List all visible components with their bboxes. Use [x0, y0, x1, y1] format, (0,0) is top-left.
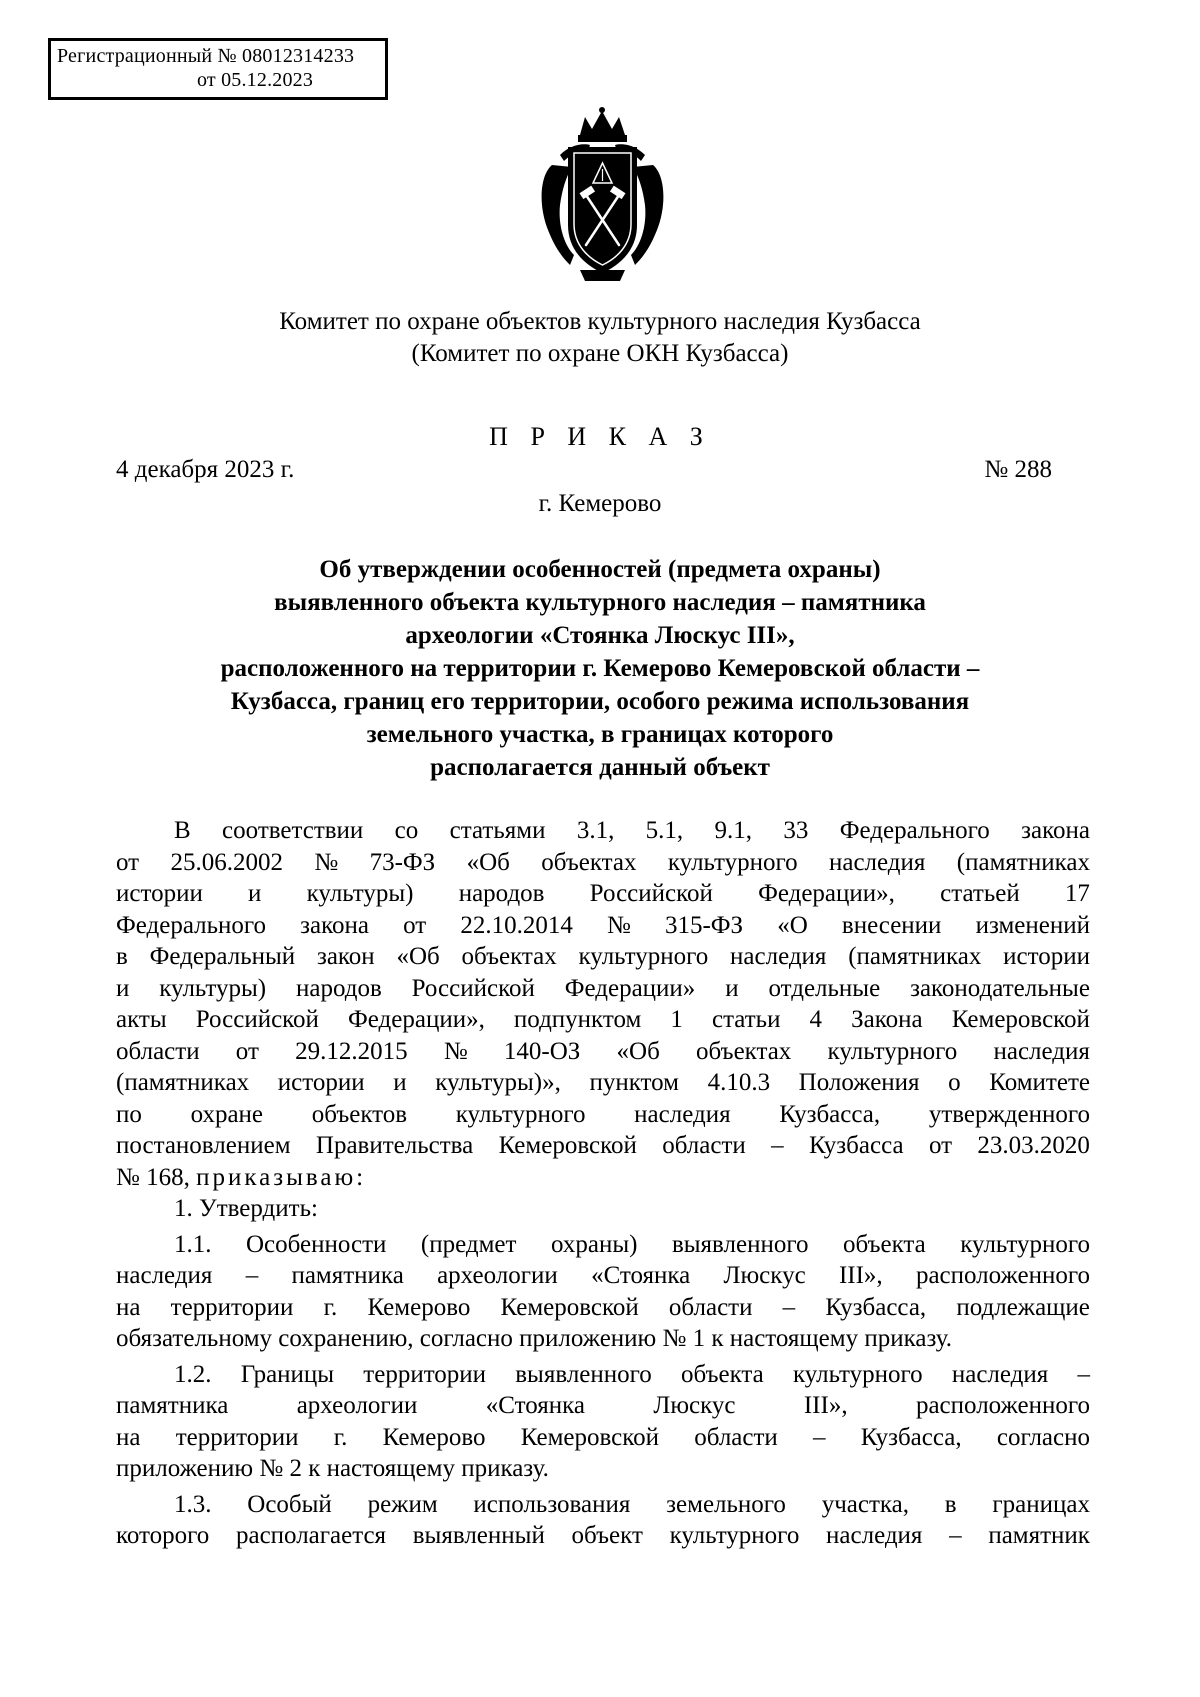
word: – [949, 1522, 962, 1549]
word: от [928, 1132, 953, 1159]
text-line [116, 1004, 1090, 1036]
word: области [668, 1293, 753, 1321]
word: 73-ФЗ [369, 848, 436, 876]
word: и [116, 974, 130, 1002]
document-body [116, 815, 1090, 1552]
word: территории [175, 1423, 299, 1451]
word: – [1077, 1360, 1090, 1388]
word: Кемеровской [500, 1293, 639, 1321]
word: Комитете [989, 1069, 1090, 1096]
word: «Об [466, 848, 510, 876]
item-1-1-paragraph [116, 1229, 1090, 1324]
coat-of-arms-emblem-icon [530, 105, 675, 285]
word: использования [473, 1490, 631, 1518]
word: от [116, 848, 140, 876]
word: Кемеровской [951, 1006, 1090, 1033]
word: «Об [616, 1037, 660, 1065]
word: № [314, 848, 339, 876]
organization-name: Комитет по охране объектов культурного наследия Кузбасса [279, 308, 921, 335]
word: – [245, 1262, 259, 1289]
word: от [235, 1037, 259, 1065]
word: объект [571, 1522, 643, 1549]
word: в [944, 1490, 957, 1518]
word: и [248, 880, 262, 907]
word: подлежащие [956, 1293, 1090, 1321]
word: культурного [455, 1100, 586, 1128]
word: истории [277, 1069, 365, 1096]
word: о [948, 1069, 961, 1096]
text-line [116, 1229, 1090, 1261]
word: наследия [634, 1100, 731, 1128]
word: 4 [809, 1006, 823, 1033]
word: режим [367, 1490, 438, 1518]
word: Кузбасса [808, 1132, 904, 1159]
word: 17 [1064, 880, 1090, 907]
word: охраны) [550, 1230, 638, 1258]
title-line: археологии «Стоянка Люскус III», [405, 622, 795, 649]
word: территории [170, 1293, 294, 1321]
word: согласно [996, 1423, 1090, 1451]
word: 22.10.2014 [460, 911, 573, 939]
text-line [116, 941, 1090, 973]
word: памятник [988, 1522, 1090, 1549]
word: культурного [792, 1360, 923, 1388]
word: (предмет [420, 1230, 517, 1258]
word: культуры) [159, 974, 267, 1002]
word: Федерации» [564, 974, 696, 1002]
word: Федеральный [149, 943, 296, 970]
text-line [116, 847, 1090, 879]
word: и [725, 974, 739, 1002]
word: законодательные [910, 974, 1090, 1002]
title-line: располагается данный объект [430, 754, 770, 781]
preamble-last-line [116, 1162, 1090, 1194]
word: археологии [437, 1262, 558, 1289]
word: Российской [589, 880, 713, 907]
organization-short-name: (Комитет по охране ОКН Кузбасса) [411, 340, 789, 367]
text-line [116, 910, 1090, 942]
word: 5.1, [645, 817, 684, 844]
word: статьями [449, 817, 546, 844]
text-line [116, 1390, 1090, 1422]
text-line [116, 1130, 1090, 1162]
word: культурного [669, 1522, 800, 1549]
word: Российской [195, 1006, 319, 1033]
order-word: приказываю: [196, 1163, 367, 1191]
word: постановлением [116, 1132, 291, 1159]
word: подпунктом [513, 1006, 642, 1033]
word: отдельные [768, 974, 881, 1002]
text-line [116, 1422, 1090, 1454]
word: статьей [940, 880, 1020, 907]
word: памятника [116, 1392, 229, 1419]
word: на [116, 1293, 141, 1321]
word: пунктом [589, 1069, 679, 1096]
word: 1.2. [174, 1360, 212, 1388]
word: культуры)», [435, 1069, 561, 1096]
word: г. [323, 1293, 338, 1321]
word: г. [333, 1423, 348, 1451]
word: области [694, 1423, 778, 1451]
word: истории [1003, 943, 1090, 970]
word: выявленного [515, 1360, 652, 1388]
word: со [394, 817, 419, 844]
word: № [443, 1037, 468, 1065]
word: охране [190, 1100, 264, 1128]
word: которого [116, 1522, 210, 1549]
word: по [116, 1100, 142, 1128]
word: – [771, 1132, 784, 1159]
word: Положения [798, 1069, 920, 1096]
word: – [813, 1423, 826, 1451]
word: 25.06.2002 [170, 848, 283, 876]
document-type: П Р И К А З [489, 422, 711, 451]
word: (памятниках [848, 943, 982, 970]
word: культуры) [306, 880, 414, 907]
item-1-1-last-line: обязательному сохранению, согласно приложению № 1 к настоящему приказу. [116, 1325, 953, 1352]
word: В [174, 817, 191, 844]
word: памятника [291, 1262, 404, 1289]
word: от [403, 911, 427, 939]
word: Федерального [839, 817, 990, 844]
word: закона [1021, 817, 1090, 844]
word: Федерации», [348, 1006, 485, 1033]
word: (памятниках [956, 848, 1090, 876]
word: объектах [541, 848, 637, 876]
word: объекта [680, 1360, 764, 1388]
word: объектов [311, 1100, 408, 1128]
word: объекта [843, 1230, 926, 1258]
word: 29.12.2015 [295, 1037, 408, 1065]
word: Особенности [246, 1230, 387, 1258]
word: объектах [696, 1037, 792, 1065]
word: – [782, 1293, 796, 1321]
word: культурного [960, 1230, 1090, 1258]
text-line [116, 973, 1090, 1005]
word: Люскус [653, 1392, 736, 1419]
item-1-2-last-line: приложению № 2 к настоящему приказу. [116, 1455, 549, 1482]
word: «Об [396, 943, 440, 970]
word: культурного [667, 848, 798, 876]
word: 23.03.2020 [977, 1132, 1090, 1159]
text-line [116, 1067, 1090, 1099]
word: 1 [670, 1006, 683, 1033]
document-date: 4 декабря 2023 г. [116, 456, 295, 483]
word: истории [116, 880, 203, 907]
word: наследия [951, 1360, 1049, 1388]
word: Кемеровской [520, 1423, 659, 1451]
text-line [116, 1359, 1090, 1391]
word: 33 [783, 817, 809, 844]
word: культурного [578, 943, 709, 970]
word: Кемерово [367, 1293, 471, 1321]
word: III», [838, 1262, 883, 1289]
word: соответствии [222, 817, 364, 844]
word: области [662, 1132, 746, 1159]
word: 315-ФЗ [664, 911, 744, 939]
text-line [116, 878, 1090, 910]
word: Особый [247, 1490, 332, 1518]
word: III», [803, 1392, 848, 1419]
preamble-paragraph [116, 815, 1090, 1162]
word: выявленный [412, 1522, 545, 1549]
word: статьи [711, 1006, 781, 1033]
title-line: выявленного объекта культурного наследия – памятника [274, 589, 926, 616]
word: 4.10.3 [707, 1069, 771, 1096]
word: Кузбасса, [779, 1100, 881, 1128]
word: земельного [666, 1490, 786, 1518]
word: Кузбасса, [860, 1423, 962, 1451]
word: наследия [730, 943, 827, 970]
title-line: Кузбасса, границ его территории, особого режима использования [230, 688, 970, 715]
word: Кузбасса, [825, 1293, 927, 1321]
word: 1.3. [174, 1490, 212, 1518]
word: народов [295, 974, 382, 1002]
document-title [0, 553, 1200, 784]
word: «Стоянка [591, 1262, 691, 1289]
word: Федерального [116, 911, 267, 939]
word: наследия [826, 1522, 923, 1549]
word: располагается [235, 1522, 387, 1549]
word: Закона [851, 1006, 923, 1033]
word: Люскус [723, 1262, 806, 1289]
text-line [116, 1489, 1090, 1521]
registration-date: от 05.12.2023 [197, 69, 314, 91]
word: и [393, 1069, 407, 1096]
registration-stamp [48, 38, 388, 100]
word: культурного [827, 1037, 958, 1065]
word: Правительства [315, 1132, 474, 1159]
text-line [116, 815, 1090, 847]
word: утвержденного [928, 1100, 1090, 1128]
word: области [116, 1037, 200, 1065]
word: № [606, 911, 631, 939]
document-number: № 288 [984, 456, 1052, 483]
word: закона [300, 911, 369, 939]
word: 1.1. [174, 1230, 212, 1258]
word: Границы [240, 1360, 335, 1388]
text-line [116, 1520, 1090, 1552]
word: наследия [993, 1037, 1090, 1065]
word: наследия [116, 1262, 213, 1289]
title-line: земельного участка, в границах которого [366, 721, 834, 748]
word: на [116, 1423, 141, 1451]
text-line [116, 1292, 1090, 1324]
document-city: г. Кемерово [538, 490, 662, 517]
text-line [116, 1260, 1090, 1292]
word: расположенного [915, 1262, 1090, 1289]
title-line: Об утверждении особенностей (предмета охраны) [319, 556, 881, 583]
word: акты [116, 1006, 167, 1033]
item-1: 1. Утвердить: [174, 1195, 318, 1222]
preamble-last-number: № 168, [116, 1163, 190, 1191]
word: 9.1, [714, 817, 753, 844]
word: «О [777, 911, 808, 939]
word: Федерации», [758, 880, 895, 907]
word: 3.1, [576, 817, 615, 844]
word: 140-ОЗ [503, 1037, 581, 1065]
word: границах [992, 1490, 1090, 1518]
word: (памятниках [116, 1069, 250, 1096]
word: участка, [821, 1490, 910, 1518]
word: «Стоянка [485, 1392, 586, 1419]
registration-number: Регистрационный № 08012314233 [57, 45, 355, 67]
word: расположенного [915, 1392, 1090, 1419]
item-1-3-paragraph [116, 1489, 1090, 1552]
item-1-2-paragraph [116, 1359, 1090, 1454]
word: территории [363, 1360, 487, 1388]
text-line [116, 1036, 1090, 1068]
word: выявленного [671, 1230, 809, 1258]
word: в [116, 943, 128, 970]
word: закон [316, 943, 375, 970]
word: Кемеровской [498, 1132, 637, 1159]
word: Российской [411, 974, 535, 1002]
text-line [116, 1099, 1090, 1131]
word: археологии [296, 1392, 418, 1419]
word: Кемерово [382, 1423, 486, 1451]
word: изменений [975, 911, 1090, 939]
title-line: расположенного на территории г. Кемерово Кемеровской области – [220, 655, 980, 682]
word: народов [458, 880, 545, 907]
word: объектах [461, 943, 557, 970]
word: внесении [841, 911, 942, 939]
word: наследия [828, 848, 926, 876]
